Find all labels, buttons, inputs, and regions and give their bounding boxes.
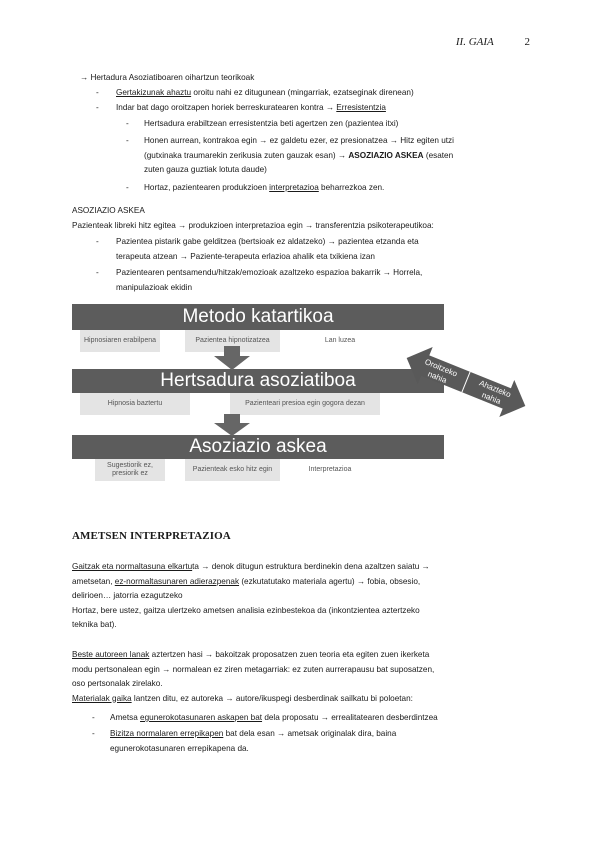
cell-pazienteak-hitz-egin: Pazienteak esko hitz egin <box>185 459 280 481</box>
bullet-dash: - <box>96 88 99 97</box>
para-line: modu pertsonalean egin → normalean ez ziren metagarriak: ez zuten aurrerapausu bat suposatzen, <box>72 664 435 674</box>
bullet-line: Pazientearen pentsamendu/hitzak/emozioak azaltzeko espazioa bakarrik → Horrela, <box>116 268 423 277</box>
bullet-line: Honen aurrean, kontrakoa egin → ez galdetu ezer, ez presionatzea → Hitz egiten utzi <box>144 136 454 145</box>
bullet-line: manipulazioak ekidin <box>116 282 193 292</box>
bullet-dash: - <box>92 729 95 738</box>
underlined-term: Gertakizunak ahaztu <box>116 88 192 97</box>
ametsen-bullet-2 <box>110 727 528 756</box>
bullet-line: terapeuta atzean → Paziente-terapeuta erlazioa ahalik eta txikiena izan <box>116 251 375 261</box>
down-arrow-2 <box>214 414 250 436</box>
bullet-dash: - <box>96 237 99 246</box>
cell-interpretazioa: Interpretazioa <box>308 465 352 473</box>
bullet-line: (gutxinaka traumarekin zerikusia zuten gauzak esan) → ASOZIAZIO ASKEA (esaten <box>144 150 454 160</box>
bullet-line: zuten gauza guztiak lotuta daude) <box>144 165 267 174</box>
bullet-dash: - <box>96 103 99 112</box>
bullet-dash: - <box>92 713 95 722</box>
bold-term: ASOZIAZIO ASKEA <box>348 150 424 160</box>
para-line: Beste autoreen lanak aztertzen hasi → bakoitzak proposatzen zuen teoria eta egiten zuen ikerketa <box>72 650 430 659</box>
bullet-dash: - <box>96 268 99 277</box>
ametsen-bullet-1: Ametsa egunerokotasunaren askapen bat dela proposatu → errealitatearen desberdintzea <box>110 713 438 722</box>
cell-pazienteari-presioa: Pazienteari presioa egin gogora dezan <box>230 393 380 415</box>
bullet-line: egunerokotasunaren errepikapena da. <box>110 743 249 753</box>
para-line: Gaitzak eta normaltasuna elkartuta → denok ditugun estruktura berdinekin dena azaltzen saiatu → <box>72 562 430 571</box>
bullet-text: oroitu nahi ez ditugunean (mingarriak, ezatseginak direnean) <box>191 88 414 97</box>
bullet-dash: - <box>126 183 129 192</box>
underlined-term: interpretazioa <box>269 183 319 192</box>
cell-hipnosiaren-erabilpena: Hipnosiaren erabilpena <box>80 330 160 352</box>
bullet-text: Indar bat dago oroitzapen horiek berreskuratearen kontra → <box>116 103 337 112</box>
para-line: Materialak gaika lantzen ditu, ez autoreka → autore/ikuspegi desberdinak sailkatu bi poloetan: <box>72 693 413 703</box>
double-arrow <box>399 339 533 424</box>
askea-line: Pazienteak libreki hitz egitea → produkzioen interpretazioa egin → transferentzia psikoterapeutikoa: <box>72 221 434 230</box>
section-heading: ASOZIAZIO ASKEA <box>72 206 145 215</box>
ametsen-paragraph-2 <box>72 648 528 706</box>
sub-bullet-3: Hortaz, pazientearen produkzioen interpretazioa beharrezkoa zen. <box>144 183 385 192</box>
cell-hipnosia-baztertu: Hipnosia baztertu <box>80 393 190 415</box>
bullet-dash: - <box>126 119 129 128</box>
para-line: teknika bat). <box>72 620 117 629</box>
para-line: oso pertsonalak zirelako. <box>72 679 163 688</box>
band-asoziazio-askea: Asoziazio askea <box>72 435 444 459</box>
page-number: 2 <box>524 36 530 48</box>
down-arrow-1 <box>214 346 250 370</box>
intro-line: → Hertadura Asoziatiboaren oihartzun teorikoak <box>80 73 255 82</box>
bullet-line: Bizitza normalaren errepikapen bat dela esan → ametsak originalak dira, baina <box>110 729 397 738</box>
bullet-dash: - <box>126 136 129 145</box>
ametsen-paragraph-1 <box>72 560 528 633</box>
bullet-line: Pazientea pistarik gabe gelditzea (bertsioak ez aldatzeko) → pazientea etzanda eta <box>116 237 419 246</box>
cell-lan-luzea: Lan luzea <box>324 336 356 344</box>
para-line: delirioen… jatorria ezagutzeko <box>72 591 183 600</box>
arrow-label-right: Ahazteko nahia <box>477 378 513 407</box>
band-metodo-katartikoa: Metodo katartikoa <box>72 304 444 330</box>
underlined-term: Erresistentzia <box>336 103 386 112</box>
cell-pazientea-hipnotizatzea: Pazientea hipnotizatzea <box>185 330 280 352</box>
chapter-title: II. GAIA <box>455 36 494 48</box>
section-heading-ametsen: AMETSEN INTERPRETAZIOA <box>72 530 231 542</box>
arrow-label-left: Oroitzeko nahia <box>423 357 459 386</box>
para-line: ametsetan, ez-normaltasunaren adierazpenak (ezkutatutako materiala agertu) → fobia, obsesio, <box>72 576 421 586</box>
band-hertsadura-asoziatiboa: Hertsadura asoziatiboa <box>72 369 444 393</box>
cell-sugestiorik-ez: Sugestiorik ez, presiorik ez <box>95 459 165 481</box>
para-line: Hortaz, bere ustez, gaitza ulertzeko ametsen analisia ezinbestekoa da (inkontzientea aztertzeko <box>72 605 420 615</box>
sub-bullet-1: Hertsadura erabiltzean erresistentzia beti agertzen zen (pazientea itxi) <box>144 119 399 128</box>
